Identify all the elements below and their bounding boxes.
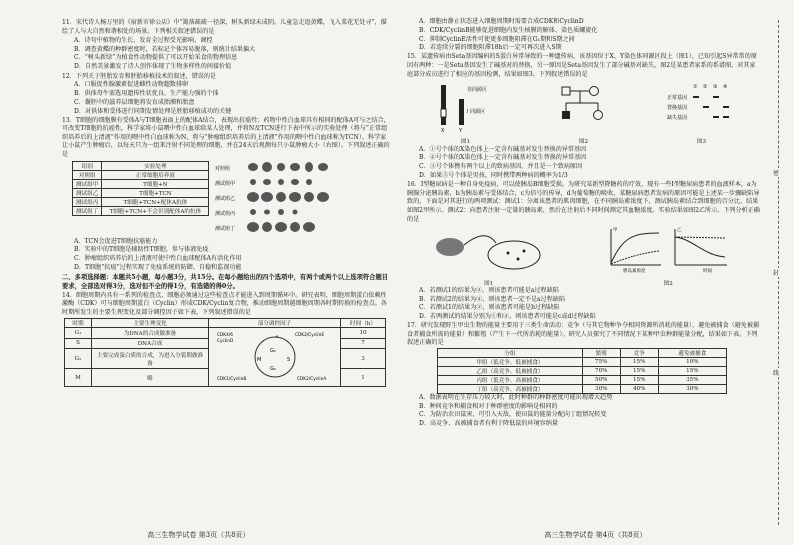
individual-number: ③: [712, 83, 717, 90]
pathway-arrow: [464, 235, 496, 244]
cell-cycle-diagram: [215, 328, 335, 384]
fig-caption: 图1: [484, 280, 494, 287]
q13-cell: T细胞+N: [102, 179, 209, 188]
q11-stem: 11．宋代诗人杨万里的《宿新市徐公店》中“篱落疏疏一径深，树头新绿未成阴。儿童急走追黄蝶，飞入菜花无处寻”，描绘了人与大自然和谐相处的场景。下列相关叙述错误的是: [62, 19, 387, 36]
glucose-dot: [516, 257, 519, 260]
q13-figure: [72, 161, 391, 237]
axis-label: 时间: [703, 268, 713, 274]
tumor-blob: [304, 192, 314, 202]
tumor-photo-figure: [215, 161, 335, 237]
q15-opt-d: D．如果⑤号个体是男孩，同时携带两种病的概率为1/3: [419, 171, 568, 179]
tumor-blob: [263, 179, 271, 185]
tumor-blob: [305, 162, 313, 172]
q16-fig1: [434, 225, 544, 287]
q13-table: [72, 161, 209, 216]
tumor-blob: [278, 209, 284, 215]
q13-cell: 对照组: [73, 170, 102, 179]
q15-opt-c: C．③号个体携有两个以上的致病基因，并且是一个致病原因: [419, 163, 583, 171]
q12-opt-a: A．口服促性腺激素促进雌性动物超数排卵: [74, 81, 189, 89]
q14-cell: 为DNA的合成做准备: [92, 327, 209, 338]
q15-opt-b: B．④号个体的X染色体上一定含有碱基对发生替换的异常基因: [419, 154, 587, 162]
margin-char: 封: [773, 270, 780, 277]
q14-cell: S: [65, 338, 92, 349]
q16-fig2: [603, 225, 733, 287]
tumor-blob: [278, 179, 284, 185]
regulator-label: CDK1/CyclinB: [216, 376, 246, 382]
axis-label: 胰岛素浓度: [623, 268, 646, 274]
q14-cell: 3: [341, 349, 386, 369]
q14-cell: 1: [341, 369, 386, 387]
tumor-blob: [306, 179, 312, 185]
pedigree-affected-male: [562, 111, 570, 119]
q17-cell: 35%: [658, 375, 726, 384]
y-chromosome: [459, 99, 464, 125]
q14-figure: [64, 318, 391, 387]
q14-cell: 略: [92, 369, 209, 387]
individual-number: ④: [722, 83, 727, 90]
cycle-phase-label: S: [286, 356, 290, 363]
q14-cell: 10: [341, 327, 386, 338]
q14-opt-b: B．CDK/CyclinB能够促进细胞内发生核膜的解体、染色质螺旋化: [419, 26, 598, 34]
q14-header: 时间（h）: [341, 318, 386, 327]
q14-cell: 主要完成蛋白质的合成，为进入分裂期做准备: [92, 349, 209, 369]
cell-cycle-diagram-cell: [209, 327, 341, 386]
tumor-group-label: 对照组: [215, 165, 231, 172]
pancreas-shape: [436, 238, 464, 256]
q15-fig1: [431, 81, 501, 145]
q16-stem: 16．I型糖尿病是一种自身免疫病，可以使胰岛B细胞受损。为研究某新型降糖药的疗效，现有一些I型糖尿病患者的血液样本，a为胰腺分泌胰岛素，b为胰岛素与受体结合，c为信号的传导，d为葡萄糖的吸收，某糖尿病患者发病的原因可能是上述某一步骤缺陷导致的，下面是对其进行的两项测试：测试1：分离该患者的肌肉细胞，在不同胰岛素浓度下，测试胰岛素结合到细胞的百分比，结果如图2甲所示。测试2：向患者注射一定量的胰岛素，然后在注射后不同时间测定其血糖浓度。实验结果如图2乙所示。下列分析正确的是: [407, 180, 760, 223]
q15-fig2: [554, 81, 614, 145]
q17-cell: 15%: [620, 366, 658, 375]
q14-header: 部分调控因子: [209, 318, 341, 327]
tumor-group-label: 测试组甲: [215, 180, 236, 187]
q17-cell: 丙组（低竞争、高被捕食）: [438, 375, 583, 384]
q17-cell: 30%: [658, 384, 726, 393]
tumor-blob: [291, 179, 299, 185]
q15-stem: 15．某遗传病由Seta基因编码的S蛋白异常导致的一种遗传病，该基因位于X、Y染色体同源区段上（图1），已知引起S异常常的原因有两种：一是Seta基因发生了碱基对的替换，另一原因是Seta基因发生了部分碱基对缺失，图2是某患者家系的系谱图，对其家庭部分成员进行了相应的基因检测，结果如图3。下列叙述错误的是: [407, 53, 757, 78]
q13-table-header: 组别: [73, 161, 102, 170]
q13-cell: 正常细胞培养液: [102, 170, 209, 179]
q13-opt-a: A．TCN会促进T细胞抗癌能力: [74, 237, 158, 245]
binding-margin: [772, 0, 786, 545]
tumor-blob: [250, 209, 256, 215]
tumor-blob: [317, 192, 329, 202]
q14-stem: 14．细胞周期内具有一系列的检查点，细胞必须通过这些检查点才能进入到周期循环中。研究表明，细胞周期蛋白依赖性激酶（CDK）可与细胞周期蛋白（Cyclin）形成CDK/Cyclin复合物，推动细胞周期越细胞周期各时期转换的检查点。各时期所发生的主要生理变化及部分调控因子如下表，下列叙述错误的是: [62, 291, 387, 317]
individual-number: ①: [692, 83, 697, 90]
q14-cell: G₁: [65, 327, 92, 338]
regulator-label: CDK2/CyclinA: [296, 376, 326, 382]
chromosome-label: Y: [458, 127, 462, 133]
cycle-phase-label: M: [256, 356, 261, 363]
q17-header: 繁殖: [582, 348, 620, 357]
q17-cell: 乙组（高竞争、低被捕食）: [438, 366, 583, 375]
q17-cell: 甲组（低竞争、低被捕食）: [438, 357, 583, 366]
q11-opt-d: D．自然美景激发了诗人创作体现了生物多样性的间接价值: [74, 63, 232, 71]
curve-2: [611, 251, 659, 264]
q13-cell: 测试组甲: [73, 179, 102, 188]
fig-caption: 图3: [696, 138, 707, 145]
glucose-dot: [522, 249, 525, 252]
q14-header: 主要生理变化: [92, 318, 209, 327]
tumor-blob: [290, 163, 300, 171]
q13-opt-d: D．T细胞“抗癌”过程实现了免疫系统的防御、自稳和监视功能: [74, 263, 242, 271]
test-result-charts: [603, 225, 733, 275]
q16-opt-a: A．若测试1的结果为②，则该患者可能是a过程缺陷: [419, 286, 559, 294]
q14-opt-d: D．若连续分裂的细胞阻滞18h后一定可再次进入S期: [419, 44, 562, 52]
tumor-blob: [318, 163, 328, 171]
q13-cell: 测试组丙: [73, 197, 102, 206]
q17-cell: 丁组（高竞争、高被捕食）: [438, 384, 583, 393]
tumor-blob: [261, 192, 273, 202]
gene-band: [723, 116, 729, 118]
q14-header: 时期: [65, 318, 92, 327]
q17-header: 分组: [438, 348, 583, 357]
curve-4: [675, 237, 725, 238]
q13-cell: 测试组丁: [73, 206, 102, 215]
right-page: [397, 0, 794, 545]
q16-opt-c: C．若测试1的结果为②，则该患者可能是b过程缺陷: [419, 304, 560, 312]
tumor-group-label: 测试组丙: [215, 210, 236, 217]
q12-stem: 12．下列关于胚胎发育和胚胎移植技术的叙述，错误的是: [62, 73, 217, 80]
tumor-blob: [293, 209, 298, 214]
q11-opt-c: C．“树头新绿”为植食性动物提供了可以开始采食的物理信息: [74, 54, 238, 62]
q14-cell: 7: [341, 338, 386, 349]
q17-cell: 75%: [582, 357, 620, 366]
pedigree-diagram: [554, 81, 614, 133]
q14-opt-a: A．细胞由静止状态进入细胞周期时需要合成CDK和CyclinD: [419, 18, 584, 25]
tumor-blob: [290, 222, 300, 232]
tumor-blob: [276, 192, 286, 202]
gene-band: [723, 106, 729, 108]
margin-char: 密: [773, 170, 780, 177]
q15-figures: [407, 81, 760, 145]
tumor-blob: [275, 222, 287, 232]
chromosome-label: X: [440, 127, 444, 133]
curve-3: [675, 237, 725, 257]
pedigree-female: [593, 110, 602, 119]
left-page-footer: 高三生物学试卷 第3页（共8页）: [147, 531, 250, 539]
q17-cell: 50%: [582, 375, 620, 384]
q14-cell: DNA合成: [92, 338, 209, 349]
right-page-footer: 高三生物学试卷 第4页（共8页）: [544, 531, 647, 539]
tumor-blob: [248, 163, 258, 171]
gene-row-label: 缺失基因: [666, 114, 687, 121]
q12-opt-b: B．供体母牛需选用遗传性状优良、生产能力强的个体: [74, 90, 219, 98]
q17-header: 竞争: [620, 348, 658, 357]
homologous-region: [441, 109, 446, 117]
tumor-group-label: 测试组乙: [215, 195, 236, 202]
q17-cell: 15%: [658, 366, 726, 375]
q11-opt-a: A．诗句中植物的生长、发育全过程受光影响、调控: [74, 36, 213, 44]
cycle-phase-label: G₂: [269, 365, 276, 372]
q14-cell: M: [65, 369, 92, 387]
q15-opt-a: A．①号个体的X染色体上一定含有碱基对发生替换的异常基因: [419, 145, 587, 153]
gene-row-label: 替换基因: [666, 104, 687, 111]
q16-opt-b: B．若测试2的结果为④，则该患者一定不是a过程缺陷: [419, 295, 566, 303]
gene-band: [713, 96, 719, 98]
q13-cell: T细胞+TCN+不会识别配体A的抗体: [102, 206, 209, 215]
q17-cell: 70%: [582, 366, 620, 375]
insulin-pathway-diagram: [434, 225, 544, 275]
target-cell: [488, 241, 540, 269]
q11-opt-b: B．调查黄蝶的种群密度时，若标记个体容易脱落，则统计结果偏大: [74, 45, 256, 53]
q13-opt-c: C．肿瘤组织培养后的上清液可使中性白血球配体A有活化作用: [74, 255, 242, 263]
curve-1: [611, 233, 659, 263]
q14-opt-c: C．抑制CyclinE活性可使更多细胞阻滞在G₁期和S期之间: [419, 35, 575, 43]
q17-cell: 15%: [620, 375, 658, 384]
gene-band: [693, 96, 699, 98]
regulator-label: CDK4/6: [216, 332, 233, 338]
x-chromosome: [441, 85, 446, 125]
q17-cell: 30%: [582, 384, 620, 393]
q17-table: [437, 348, 727, 394]
q13-opt-b: B．实验中的T细胞是辅助性T细胞，参与体液免疫: [74, 246, 209, 254]
q13-cell: 测试组乙: [73, 188, 102, 197]
fig-caption: 图2: [663, 280, 673, 287]
tumor-blob: [247, 222, 259, 232]
q17-opt-d: D．高竞争、高被捕食者有利于降低鼠的环境容纳量: [419, 420, 558, 428]
q12-opt-c: C．囊胚中的滋养层细胞将发育成胎膜和胎盘: [74, 99, 195, 106]
tumor-group-label: 测试组丁: [215, 225, 236, 232]
tumor-blob: [289, 192, 301, 202]
q17-stem: 17．研究发现野生甲虫生物的能量主要用于三类生命活动：竞争（与其它物种争夺相同资源所消耗的能量）、避免被捕食（避免被捕食者捕食所需的能量）和繁殖（产生下一代所消耗的能量）。研究人员探究了不同情况下某种甲虫种群能量分配，结果如下表。下列叙述正确的是: [407, 321, 760, 347]
regulator-label: CyclinD: [216, 338, 233, 344]
q16-figures: [407, 225, 760, 287]
gene-row-label: 正常基因: [666, 94, 687, 101]
q17-opt-a: A．数据表明在生存压力较大时，此时种群的种群密度可能出现增大趋势: [419, 393, 613, 401]
tumor-blob: [303, 222, 315, 232]
regulator-label: CDK2/CyclinE: [294, 332, 324, 338]
gene-band: [713, 116, 719, 118]
q12-opt-d: D．对供体和受体进行同期发情处理是胚胎移植成功的关键: [74, 107, 232, 115]
chromosome-diagram: [431, 81, 501, 133]
fig-caption: 图1: [460, 138, 471, 145]
fig-caption: 图2: [578, 138, 589, 145]
tumor-blob: [250, 179, 256, 185]
q17-cell: 15%: [620, 357, 658, 366]
glucose-dot: [506, 251, 509, 254]
tumor-blob: [277, 163, 285, 171]
gene-band: [703, 106, 709, 108]
chromosome-region-label: 非同源区: [466, 86, 487, 93]
q14-cell: G₂: [65, 349, 92, 369]
individual-number: ②: [702, 83, 707, 90]
panel-label: 甲: [613, 227, 618, 233]
q13-stem: 13．T细胞的细胞膜有受体A与T细胞表面上的配体A结合，表现出抗癌性；药物中性白血球具有相同的配体A可与之结合，可改变T细胞的抗癌性，科学家将小鼠喂中性白血球给某人处理，并将N及TCN进行下表中所示的实验处理（将与“正常组织培养后的上清液”作用的喂中性白血球称为N，将与“肿瘤组织培养后的上清液”作用的喂中性白血球称为TCN）。科学家让小鼠产生肿瘤后，以每天只为一组来注射不同处理的细胞，并在24天后观测每只小鼠肿瘤大小（右图）。下列叙述正确的是: [62, 116, 390, 158]
q14-table: [64, 318, 386, 387]
pedigree-female: [589, 86, 598, 95]
section-multiple-choice-heading: 二、多项选择题：本题共5小题，每小题3分，共15分。在每小题给出的四个选项中，有两个或两个以上选项符合题目要求，全部选对得3分，选对但不全的得1分，有选错的得0分。: [62, 273, 389, 291]
q13-cell: T细胞+TCN: [102, 188, 209, 197]
q15-fig3: [667, 81, 737, 145]
q17-cell: 10%: [658, 357, 726, 366]
cycle-phase-label: G₁: [269, 347, 276, 354]
tumor-blob: [247, 192, 259, 202]
tumor-blob: [262, 222, 272, 232]
q16-opt-d: D．若两测试的结果分别为①和④，则该患者可能是c或d过程缺陷: [419, 313, 596, 321]
q17-opt-c: C．为防治农田鼠害，可引入天敌，使田鼠的能量分配向丁组情况转变: [419, 411, 607, 419]
chromosome-region-label: I 同源区: [466, 108, 485, 115]
q13-table-header: 实验处理: [102, 161, 209, 170]
q13-cell: T细胞+TCN+配体A抗体: [102, 197, 209, 206]
panel-label: 乙: [677, 227, 682, 233]
margin-char: 线: [773, 370, 780, 377]
q17-opt-b: B．种间竞争和捕食相对于种群密度的影响是相同的: [419, 402, 558, 410]
pedigree-male: [562, 87, 570, 95]
q17-cell: 40%: [620, 384, 658, 393]
tumor-blob: [264, 209, 270, 214]
gene-test-diagram: [667, 81, 737, 133]
tumor-blob: [262, 162, 272, 172]
q17-header: 避免被捕食: [658, 348, 726, 357]
